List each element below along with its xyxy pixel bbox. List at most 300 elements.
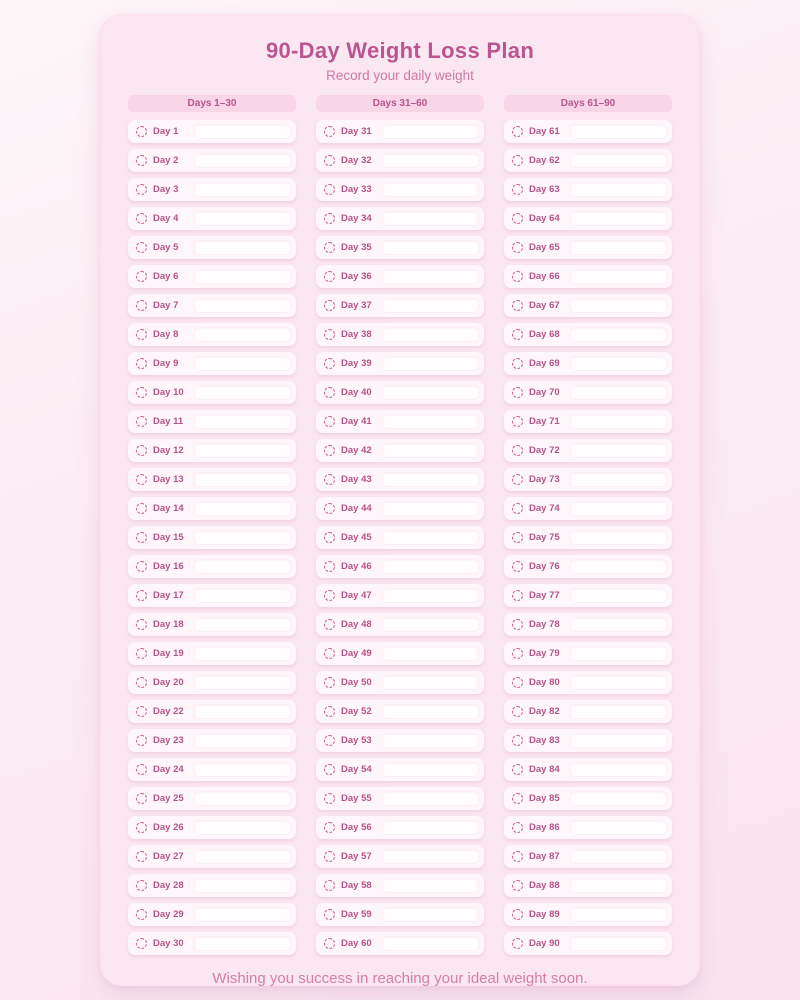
dashed-circle-icon[interactable]	[136, 735, 147, 746]
weight-input[interactable]	[382, 675, 479, 690]
day-column	[128, 95, 296, 961]
day-row	[128, 758, 296, 781]
weight-input[interactable]	[382, 733, 479, 748]
dashed-circle-icon[interactable]	[136, 793, 147, 804]
dashed-circle-icon[interactable]	[324, 329, 335, 340]
day-row	[316, 207, 484, 230]
day-row	[504, 178, 672, 201]
dashed-circle-icon[interactable]	[136, 706, 147, 717]
footer-message: Wishing you success in reaching your ideal weight soon.	[212, 970, 588, 987]
day-row	[128, 932, 296, 955]
dashed-circle-icon[interactable]	[512, 358, 523, 369]
dashed-circle-icon[interactable]	[136, 851, 147, 862]
day-label: Day 4	[153, 213, 179, 224]
dashed-circle-icon[interactable]	[136, 358, 147, 369]
weight-input[interactable]	[570, 472, 667, 487]
day-row	[316, 584, 484, 607]
dashed-circle-icon[interactable]	[512, 416, 523, 427]
dashed-circle-icon[interactable]	[324, 271, 335, 282]
day-row	[316, 787, 484, 810]
day-row	[128, 439, 296, 462]
dashed-circle-icon[interactable]	[136, 271, 147, 282]
dashed-circle-icon[interactable]	[512, 851, 523, 862]
day-row	[128, 729, 296, 752]
dashed-circle-icon[interactable]	[136, 242, 147, 253]
dashed-circle-icon[interactable]	[136, 416, 147, 427]
weight-input[interactable]	[570, 356, 667, 371]
day-row	[504, 352, 672, 375]
weight-input[interactable]	[382, 936, 479, 951]
weight-input[interactable]	[194, 617, 291, 632]
day-row	[504, 700, 672, 723]
dashed-circle-icon[interactable]	[324, 126, 335, 137]
day-label: Day 54	[341, 764, 372, 775]
day-row	[128, 642, 296, 665]
day-row	[504, 439, 672, 462]
dashed-circle-icon[interactable]	[512, 387, 523, 398]
day-row	[128, 526, 296, 549]
dashed-circle-icon[interactable]	[512, 677, 523, 688]
day-label: Day 36	[341, 271, 372, 282]
dashed-circle-icon[interactable]	[512, 445, 523, 456]
dashed-circle-icon[interactable]	[324, 706, 335, 717]
dashed-circle-icon[interactable]	[324, 416, 335, 427]
day-label: Day 34	[341, 213, 372, 224]
day-row	[128, 178, 296, 201]
dashed-circle-icon[interactable]	[324, 677, 335, 688]
day-row	[504, 671, 672, 694]
weight-input[interactable]	[194, 443, 291, 458]
day-label: Day 15	[153, 532, 184, 543]
weight-input[interactable]	[570, 298, 667, 313]
dashed-circle-icon[interactable]	[512, 271, 523, 282]
weight-input[interactable]	[194, 530, 291, 545]
dashed-circle-icon[interactable]	[324, 561, 335, 572]
dashed-circle-icon[interactable]	[324, 445, 335, 456]
weight-input[interactable]	[570, 820, 667, 835]
weight-input[interactable]	[194, 124, 291, 139]
day-label: Day 67	[529, 300, 560, 311]
weight-input[interactable]	[382, 878, 479, 893]
dashed-circle-icon[interactable]	[512, 619, 523, 630]
day-label: Day 22	[153, 706, 184, 717]
weight-input[interactable]	[194, 327, 291, 342]
weight-input[interactable]	[382, 559, 479, 574]
weight-input[interactable]	[194, 588, 291, 603]
day-label: Day 14	[153, 503, 184, 514]
weight-input[interactable]	[194, 559, 291, 574]
weight-input[interactable]	[194, 211, 291, 226]
day-row	[316, 758, 484, 781]
column-rows	[504, 120, 672, 955]
weight-input[interactable]	[570, 849, 667, 864]
weight-input[interactable]	[570, 211, 667, 226]
day-row	[504, 613, 672, 636]
day-row	[504, 323, 672, 346]
dashed-circle-icon[interactable]	[324, 938, 335, 949]
dashed-circle-icon[interactable]	[324, 764, 335, 775]
weight-input[interactable]	[570, 443, 667, 458]
day-label: Day 50	[341, 677, 372, 688]
dashed-circle-icon[interactable]	[136, 213, 147, 224]
day-row	[316, 874, 484, 897]
weight-input[interactable]	[194, 762, 291, 777]
dashed-circle-icon[interactable]	[324, 213, 335, 224]
weight-input[interactable]	[382, 298, 479, 313]
day-label: Day 75	[529, 532, 560, 543]
weight-input[interactable]	[570, 936, 667, 951]
weight-input[interactable]	[570, 791, 667, 806]
weight-input[interactable]	[382, 617, 479, 632]
weight-input[interactable]	[570, 327, 667, 342]
weight-input[interactable]	[194, 704, 291, 719]
weight-input[interactable]	[570, 501, 667, 516]
day-row	[316, 149, 484, 172]
weight-input[interactable]	[194, 414, 291, 429]
day-row	[316, 845, 484, 868]
day-row	[128, 410, 296, 433]
weight-input[interactable]	[382, 791, 479, 806]
weight-input[interactable]	[382, 327, 479, 342]
day-label: Day 33	[341, 184, 372, 195]
dashed-circle-icon[interactable]	[512, 300, 523, 311]
day-label: Day 10	[153, 387, 184, 398]
dashed-circle-icon[interactable]	[512, 213, 523, 224]
dashed-circle-icon[interactable]	[324, 300, 335, 311]
day-label: Day 11	[153, 416, 184, 427]
weight-input[interactable]	[382, 704, 479, 719]
day-label: Day 64	[529, 213, 560, 224]
dashed-circle-icon[interactable]	[512, 938, 523, 949]
day-label: Day 9	[153, 358, 179, 369]
dashed-circle-icon[interactable]	[136, 561, 147, 572]
weight-input[interactable]	[194, 820, 291, 835]
dashed-circle-icon[interactable]	[324, 735, 335, 746]
weight-input[interactable]	[194, 646, 291, 661]
dashed-circle-icon[interactable]	[512, 793, 523, 804]
dashed-circle-icon[interactable]	[512, 532, 523, 543]
dashed-circle-icon[interactable]	[512, 474, 523, 485]
weight-input[interactable]	[382, 762, 479, 777]
day-row	[316, 265, 484, 288]
weight-input[interactable]	[194, 501, 291, 516]
day-label: Day 79	[529, 648, 560, 659]
dashed-circle-icon[interactable]	[136, 764, 147, 775]
dashed-circle-icon[interactable]	[136, 474, 147, 485]
day-label: Day 45	[341, 532, 372, 543]
day-label: Day 80	[529, 677, 560, 688]
dashed-circle-icon[interactable]	[512, 706, 523, 717]
day-label: Day 44	[341, 503, 372, 514]
day-row	[128, 671, 296, 694]
dashed-circle-icon[interactable]	[512, 503, 523, 514]
weight-input[interactable]	[382, 182, 479, 197]
day-row	[504, 526, 672, 549]
weight-input[interactable]	[382, 588, 479, 603]
day-label: Day 52	[341, 706, 372, 717]
dashed-circle-icon[interactable]	[512, 126, 523, 137]
day-row	[316, 323, 484, 346]
day-label: Day 87	[529, 851, 560, 862]
weight-input[interactable]	[570, 124, 667, 139]
day-label: Day 18	[153, 619, 184, 630]
day-row	[504, 468, 672, 491]
dashed-circle-icon[interactable]	[324, 184, 335, 195]
weight-input[interactable]	[570, 704, 667, 719]
weight-input[interactable]	[570, 269, 667, 284]
weight-input[interactable]	[382, 269, 479, 284]
day-label: Day 41	[341, 416, 372, 427]
weight-input[interactable]	[382, 907, 479, 922]
day-row	[504, 207, 672, 230]
dashed-circle-icon[interactable]	[136, 880, 147, 891]
day-label: Day 43	[341, 474, 372, 485]
dashed-circle-icon[interactable]	[512, 648, 523, 659]
weight-input[interactable]	[382, 501, 479, 516]
day-row	[316, 468, 484, 491]
day-label: Day 3	[153, 184, 179, 195]
column-header: Days 61–90	[504, 95, 672, 112]
dashed-circle-icon[interactable]	[512, 764, 523, 775]
day-label: Day 12	[153, 445, 184, 456]
day-row	[504, 294, 672, 317]
weight-input[interactable]	[570, 646, 667, 661]
dashed-circle-icon[interactable]	[512, 909, 523, 920]
dashed-circle-icon[interactable]	[324, 851, 335, 862]
day-row	[316, 729, 484, 752]
weight-input[interactable]	[570, 559, 667, 574]
day-label: Day 70	[529, 387, 560, 398]
dashed-circle-icon[interactable]	[324, 822, 335, 833]
day-label: Day 61	[529, 126, 560, 137]
dashed-circle-icon[interactable]	[136, 387, 147, 398]
day-label: Day 28	[153, 880, 184, 891]
weight-input[interactable]	[382, 820, 479, 835]
dashed-circle-icon[interactable]	[512, 561, 523, 572]
weight-input[interactable]	[570, 907, 667, 922]
dashed-circle-icon[interactable]	[136, 300, 147, 311]
dashed-circle-icon[interactable]	[324, 387, 335, 398]
day-row	[504, 845, 672, 868]
day-column	[316, 95, 484, 961]
day-row	[128, 584, 296, 607]
day-row	[316, 497, 484, 520]
weight-input[interactable]	[382, 240, 479, 255]
day-row	[316, 613, 484, 636]
dashed-circle-icon[interactable]	[136, 503, 147, 514]
weight-input[interactable]	[570, 588, 667, 603]
day-row	[128, 265, 296, 288]
day-row	[128, 816, 296, 839]
dashed-circle-icon[interactable]	[136, 938, 147, 949]
dashed-circle-icon[interactable]	[136, 329, 147, 340]
weight-input[interactable]	[194, 472, 291, 487]
day-label: Day 37	[341, 300, 372, 311]
weight-input[interactable]	[194, 733, 291, 748]
day-label: Day 85	[529, 793, 560, 804]
dashed-circle-icon[interactable]	[324, 474, 335, 485]
dashed-circle-icon[interactable]	[324, 880, 335, 891]
day-label: Day 88	[529, 880, 560, 891]
dashed-circle-icon[interactable]	[324, 619, 335, 630]
weight-input[interactable]	[382, 211, 479, 226]
weight-input[interactable]	[382, 530, 479, 545]
dashed-circle-icon[interactable]	[136, 532, 147, 543]
dashed-circle-icon[interactable]	[324, 909, 335, 920]
day-label: Day 46	[341, 561, 372, 572]
weight-input[interactable]	[570, 530, 667, 545]
day-row	[504, 758, 672, 781]
weight-input[interactable]	[570, 153, 667, 168]
dashed-circle-icon[interactable]	[136, 677, 147, 688]
weight-input[interactable]	[382, 124, 479, 139]
day-row	[504, 381, 672, 404]
day-column	[504, 95, 672, 961]
day-label: Day 69	[529, 358, 560, 369]
day-label: Day 27	[153, 851, 184, 862]
weight-input[interactable]	[382, 385, 479, 400]
weight-input[interactable]	[194, 936, 291, 951]
weight-input[interactable]	[570, 733, 667, 748]
day-label: Day 73	[529, 474, 560, 485]
weight-input[interactable]	[570, 385, 667, 400]
weight-input[interactable]	[194, 356, 291, 371]
weight-input[interactable]	[570, 762, 667, 777]
weight-input[interactable]	[194, 849, 291, 864]
day-label: Day 83	[529, 735, 560, 746]
dashed-circle-icon[interactable]	[512, 242, 523, 253]
dashed-circle-icon[interactable]	[136, 445, 147, 456]
day-label: Day 58	[341, 880, 372, 891]
weight-input[interactable]	[382, 646, 479, 661]
day-label: Day 31	[341, 126, 372, 137]
dashed-circle-icon[interactable]	[136, 590, 147, 601]
weight-input[interactable]	[194, 907, 291, 922]
day-row	[504, 787, 672, 810]
day-label: Day 74	[529, 503, 560, 514]
day-row	[316, 816, 484, 839]
day-row	[128, 294, 296, 317]
weight-input[interactable]	[382, 414, 479, 429]
weight-input[interactable]	[194, 182, 291, 197]
day-row	[504, 555, 672, 578]
weight-input[interactable]	[194, 153, 291, 168]
weight-input[interactable]	[570, 617, 667, 632]
dashed-circle-icon[interactable]	[136, 184, 147, 195]
dashed-circle-icon[interactable]	[512, 735, 523, 746]
weight-input[interactable]	[382, 443, 479, 458]
dashed-circle-icon[interactable]	[512, 329, 523, 340]
dashed-circle-icon[interactable]	[136, 619, 147, 630]
dashed-circle-icon[interactable]	[324, 793, 335, 804]
weight-input[interactable]	[194, 269, 291, 284]
dashed-circle-icon[interactable]	[324, 532, 335, 543]
weight-input[interactable]	[194, 298, 291, 313]
weight-input[interactable]	[570, 878, 667, 893]
day-row	[316, 671, 484, 694]
weight-input[interactable]	[570, 182, 667, 197]
day-row	[504, 642, 672, 665]
day-row	[316, 526, 484, 549]
dashed-circle-icon[interactable]	[136, 822, 147, 833]
dashed-circle-icon[interactable]	[324, 155, 335, 166]
dashed-circle-icon[interactable]	[512, 155, 523, 166]
day-label: Day 86	[529, 822, 560, 833]
day-row	[128, 555, 296, 578]
day-label: Day 8	[153, 329, 179, 340]
dashed-circle-icon[interactable]	[512, 590, 523, 601]
day-row	[504, 903, 672, 926]
day-label: Day 39	[341, 358, 372, 369]
day-row	[504, 410, 672, 433]
dashed-circle-icon[interactable]	[136, 155, 147, 166]
weight-input[interactable]	[570, 414, 667, 429]
weight-input[interactable]	[570, 240, 667, 255]
dashed-circle-icon[interactable]	[136, 126, 147, 137]
day-label: Day 84	[529, 764, 560, 775]
planner-card	[100, 14, 700, 986]
day-label: Day 65	[529, 242, 560, 253]
weight-input[interactable]	[194, 385, 291, 400]
page-title: 90-Day Weight Loss Plan	[265, 38, 535, 63]
day-label: Day 19	[153, 648, 184, 659]
weight-input[interactable]	[382, 472, 479, 487]
weight-input[interactable]	[194, 878, 291, 893]
day-label: Day 55	[341, 793, 372, 804]
weight-input[interactable]	[194, 791, 291, 806]
day-row	[316, 120, 484, 143]
day-label: Day 49	[341, 648, 372, 659]
day-label: Day 20	[153, 677, 184, 688]
dashed-circle-icon[interactable]	[324, 242, 335, 253]
dashed-circle-icon[interactable]	[324, 648, 335, 659]
weight-input[interactable]	[194, 675, 291, 690]
weight-input[interactable]	[382, 849, 479, 864]
column-header: Days 1–30	[128, 95, 296, 112]
day-label: Day 13	[153, 474, 184, 485]
dashed-circle-icon[interactable]	[324, 590, 335, 601]
day-row	[128, 207, 296, 230]
day-row	[316, 642, 484, 665]
day-row	[128, 903, 296, 926]
dashed-circle-icon[interactable]	[136, 909, 147, 920]
dashed-circle-icon[interactable]	[512, 880, 523, 891]
day-row	[504, 816, 672, 839]
weight-input[interactable]	[194, 240, 291, 255]
dashed-circle-icon[interactable]	[512, 184, 523, 195]
dashed-circle-icon[interactable]	[324, 503, 335, 514]
dashed-circle-icon[interactable]	[512, 822, 523, 833]
day-label: Day 56	[341, 822, 372, 833]
dashed-circle-icon[interactable]	[136, 648, 147, 659]
day-row	[316, 903, 484, 926]
day-row	[128, 468, 296, 491]
day-label: Day 77	[529, 590, 560, 601]
day-label: Day 60	[341, 938, 372, 949]
day-label: Day 29	[153, 909, 184, 920]
day-label: Day 35	[341, 242, 372, 253]
day-label: Day 53	[341, 735, 372, 746]
dashed-circle-icon[interactable]	[324, 358, 335, 369]
day-label: Day 89	[529, 909, 560, 920]
day-row	[316, 555, 484, 578]
weight-input[interactable]	[382, 356, 479, 371]
day-row	[128, 874, 296, 897]
day-row	[316, 294, 484, 317]
weight-input[interactable]	[382, 153, 479, 168]
weight-input[interactable]	[570, 675, 667, 690]
day-row	[128, 236, 296, 259]
